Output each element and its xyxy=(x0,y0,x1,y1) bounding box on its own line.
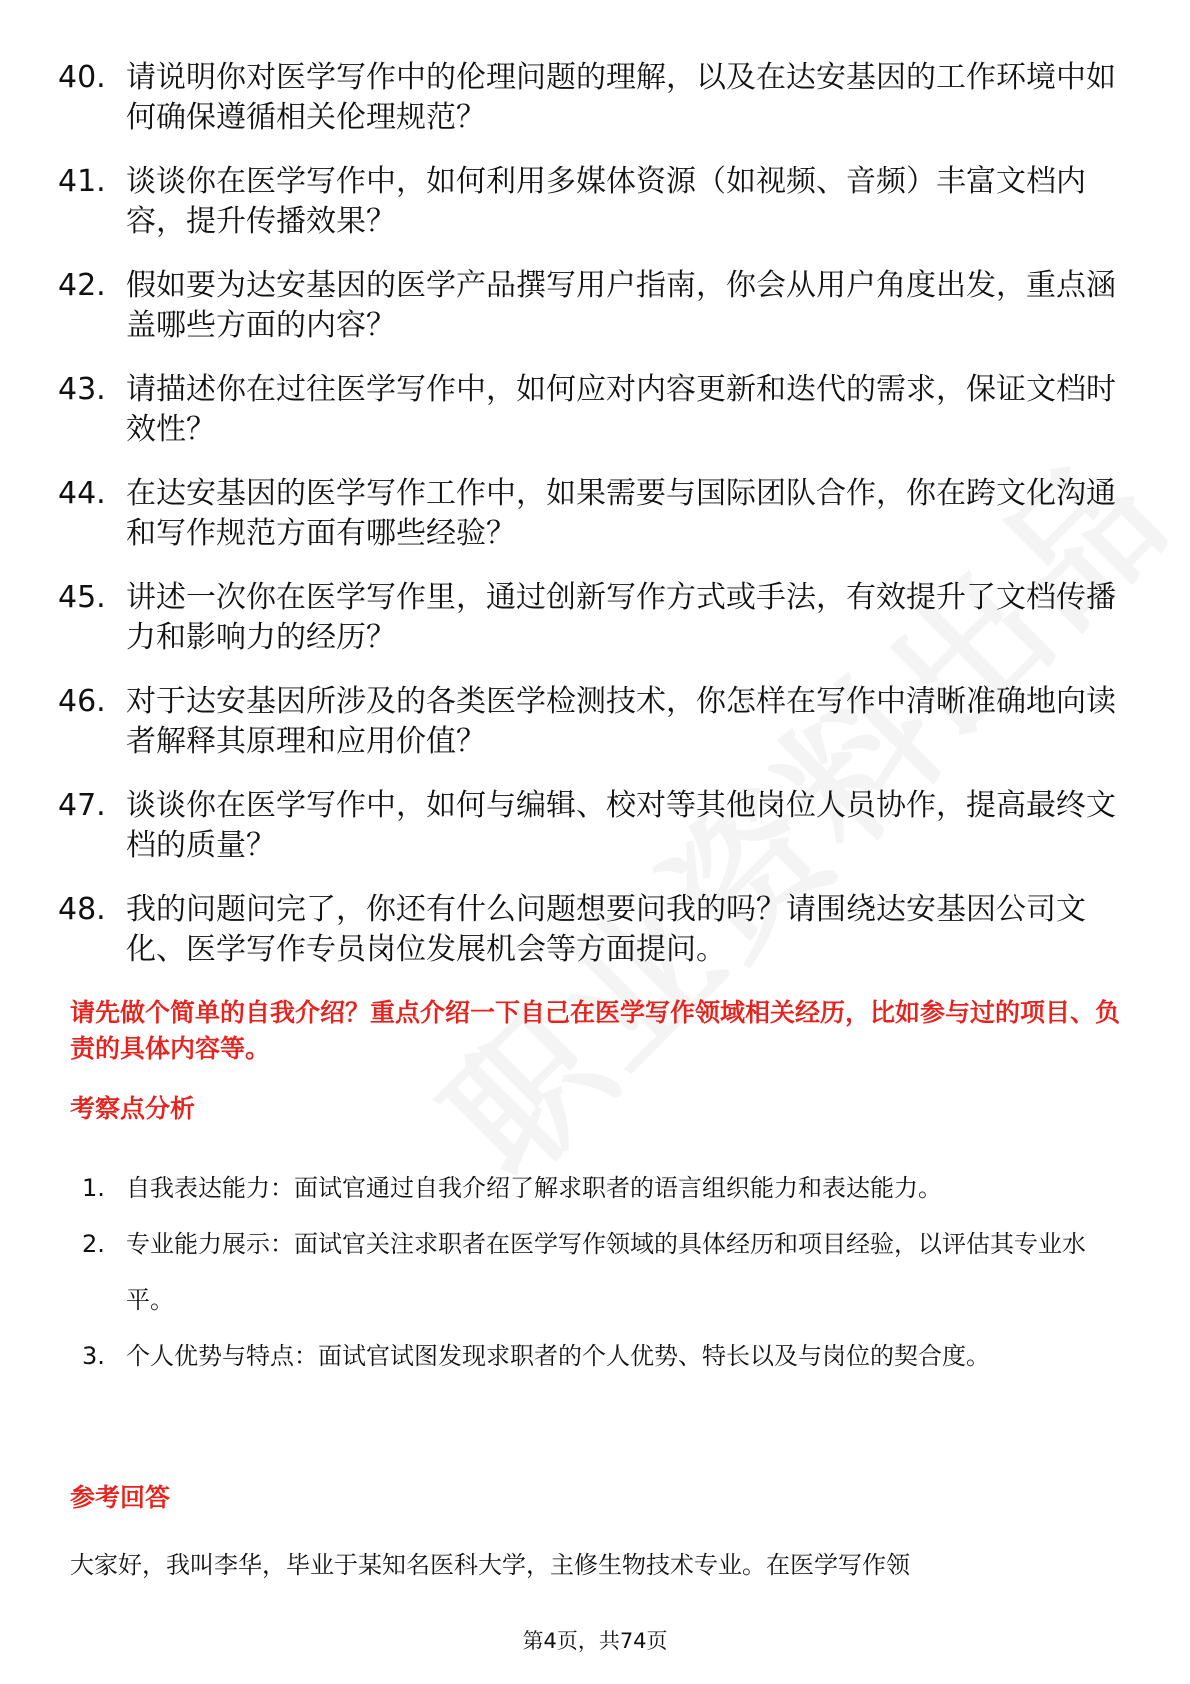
page-footer: 第4页，共74页 xyxy=(522,1629,668,1653)
analysis-list xyxy=(82,1160,1122,1384)
answer-section-title: 参考回答 xyxy=(70,1483,171,1512)
question-text: 讲述一次你在医学写作里，通过创新写作方式或手法，有效提升了文档传播力和影响力的经历？ xyxy=(126,580,1116,655)
question-text: 谈谈你在医学写作中，如何利用多媒体资源（如视频、音频）丰富文档内容，提升传播效果？ xyxy=(126,164,1086,239)
analysis-item xyxy=(82,1160,1122,1216)
question-text: 在达安基因的医学写作工作中，如果需要与国际团队合作，你在跨文化沟通和写作规范方面有哪些经验？ xyxy=(126,476,1116,551)
analysis-number: 1. xyxy=(82,1174,105,1202)
question-item xyxy=(58,370,1118,450)
question-number: 40. xyxy=(58,60,106,95)
analysis-section-title: 考察点分析 xyxy=(70,1094,196,1123)
analysis-text: 自我表达能力：面试官通过自我介绍了解求职者的语言组织能力和表达能力。 xyxy=(126,1174,942,1202)
question-number: 43. xyxy=(58,372,106,407)
question-item xyxy=(58,786,1118,866)
question-item xyxy=(58,58,1118,138)
question-item xyxy=(58,890,1118,970)
question-text: 我的问题问完了，你还有什么问题想要问我的吗？请围绕达安基因公司文化、医学写作专员岗位发展机会等方面提问。 xyxy=(126,892,1086,967)
interview-question-heading: 请先做个简单的自我介绍？重点介绍一下自己在医学写作领域相关经历，比如参与过的项目、负责的具体内容等。 xyxy=(70,998,1121,1063)
question-item xyxy=(58,578,1118,658)
question-text: 假如要为达安基因的医学产品撰写用户指南，你会从用户角度出发，重点涵盖哪些方面的内容？ xyxy=(126,268,1116,343)
analysis-text: 专业能力展示：面试官关注求职者在医学写作领域的具体经历和项目经验，以评估其专业水平。 xyxy=(126,1230,1086,1314)
question-text: 谈谈你在医学写作中，如何与编辑、校对等其他岗位人员协作，提高最终文档的质量？ xyxy=(126,788,1116,863)
question-number: 44. xyxy=(58,476,106,511)
question-item xyxy=(58,162,1118,242)
question-text: 对于达安基因所涉及的各类医学检测技术，你怎样在写作中清晰准确地向读者解释其原理和应用价值？ xyxy=(126,684,1116,759)
question-item xyxy=(58,474,1118,554)
question-text: 请说明你对医学写作中的伦理问题的理解，以及在达安基因的工作环境中如何确保遵循相关伦理规范？ xyxy=(126,60,1116,135)
analysis-text: 个人优势与特点：面试官试图发现求职者的个人优势、特长以及与岗位的契合度。 xyxy=(126,1342,990,1370)
question-text: 请描述你在过往医学写作中，如何应对内容更新和迭代的需求，保证文档时效性？ xyxy=(126,372,1116,447)
question-number: 45. xyxy=(58,580,106,615)
question-list xyxy=(58,58,1118,994)
question-number: 48. xyxy=(58,892,106,927)
analysis-number: 2. xyxy=(82,1230,105,1258)
analysis-number: 3. xyxy=(82,1342,105,1370)
question-number: 46. xyxy=(58,684,106,719)
answer-paragraph: 大家好，我叫李华，毕业于某知名医科大学，主修生物技术专业。在医学写作领 xyxy=(70,1551,910,1579)
question-number: 42. xyxy=(58,268,106,303)
question-item xyxy=(58,682,1118,762)
analysis-item xyxy=(82,1328,1122,1384)
question-number: 41. xyxy=(58,164,106,199)
question-item xyxy=(58,266,1118,346)
question-number: 47. xyxy=(58,788,106,823)
analysis-item xyxy=(82,1216,1122,1328)
